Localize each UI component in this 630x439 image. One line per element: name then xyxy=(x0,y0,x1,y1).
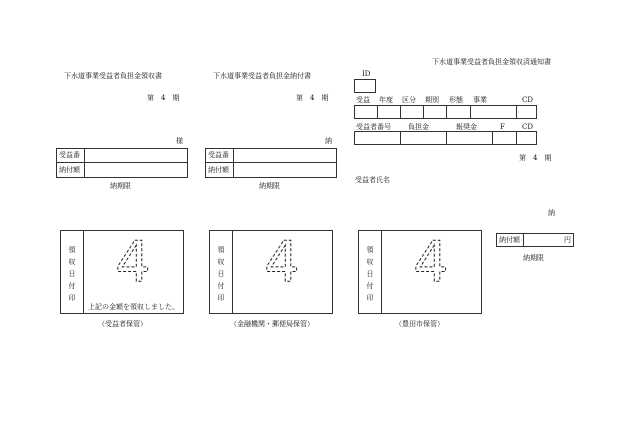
receipt-stamp-side xyxy=(61,231,84,313)
receipt-row-label-2: 納付額 xyxy=(59,166,80,174)
receipt-title: 下水道事業受益者負担金領収書 xyxy=(64,72,162,80)
stamp-char: 印 xyxy=(217,294,225,302)
receipt-honorific: 様 xyxy=(176,137,183,145)
receipt-caption: （受益者保管） xyxy=(98,320,147,328)
stamp-char: 領 xyxy=(68,246,76,254)
receipt-due-label: 納期限 xyxy=(110,182,131,190)
notice-payer-label: 受益者氏名 xyxy=(355,176,390,184)
notice-rowa-label: CD xyxy=(522,96,533,104)
notice-stamp-side xyxy=(359,231,382,313)
stamp-char: 付 xyxy=(366,282,374,290)
receipt-period: 第 4 期 xyxy=(147,94,180,102)
notice-rowa-label: 事業 xyxy=(473,96,487,104)
notice-rowa-label: 年度 xyxy=(379,96,393,104)
stamp-char: 収 xyxy=(217,258,225,266)
stamp-char: 日 xyxy=(68,270,76,278)
receipt-period-digit xyxy=(101,235,165,285)
notice-honorific: 納 xyxy=(548,209,555,217)
payment-row-label-1: 受益番 xyxy=(208,151,229,159)
svg-text:4: 4 xyxy=(115,235,151,285)
payment-caption: （金融機関・郵便局保管） xyxy=(230,320,314,328)
notice-rowb-label: 負担金 xyxy=(408,123,429,131)
notice-period: 第 4 期 xyxy=(519,154,552,162)
notice-rowa-label: 区分 xyxy=(402,96,416,104)
stamp-char: 収 xyxy=(68,258,76,266)
notice-rowb-label: F xyxy=(500,123,505,131)
payment-honorific: 納 xyxy=(325,137,332,145)
notice-title: 下水道事業受益者負担金領収済通知書 xyxy=(432,58,551,66)
receipt-received-note: 上記の金額を領収しました。 xyxy=(88,303,179,311)
stamp-char: 日 xyxy=(217,270,225,278)
notice-rowa-label: 期別 xyxy=(425,96,439,104)
notice-rowb-label: 受益者番号 xyxy=(356,123,391,131)
svg-text:4: 4 xyxy=(264,235,300,285)
payment-row-label-2: 納付額 xyxy=(208,166,229,174)
notice-id-label: ID xyxy=(362,70,371,78)
notice-period-digit xyxy=(399,235,463,285)
notice-id-field xyxy=(354,79,376,93)
notice-caption: （豊田市保管） xyxy=(395,320,444,328)
stamp-char: 日 xyxy=(366,270,374,278)
notice-amount-label: 納付額 xyxy=(499,236,520,244)
payment-due-label: 納期限 xyxy=(259,182,280,190)
stamp-char: 領 xyxy=(366,246,374,254)
stamp-char: 印 xyxy=(68,294,76,302)
notice-stamp-box xyxy=(358,230,482,314)
stamp-char: 領 xyxy=(217,246,225,254)
receipt-row-label-1: 受益番 xyxy=(59,151,80,159)
notice-rowa-label: 形態 xyxy=(449,96,463,104)
notice-rowb-label: 報奨金 xyxy=(456,123,477,131)
notice-due-label: 納期限 xyxy=(523,254,544,262)
payment-period: 第 4 期 xyxy=(296,94,329,102)
stamp-char: 収 xyxy=(366,258,374,266)
stamp-char: 付 xyxy=(217,282,225,290)
payment-stamp-side xyxy=(210,231,233,313)
stamp-char: 付 xyxy=(68,282,76,290)
notice-rowa-label: 受益 xyxy=(356,96,370,104)
notice-amount-unit: 円 xyxy=(564,236,571,244)
svg-text:4: 4 xyxy=(413,235,449,285)
payment-title: 下水道事業受益者負担金納付書 xyxy=(213,72,311,80)
receipt-stamp-box xyxy=(60,230,184,314)
notice-rowb-label: CD xyxy=(522,123,533,131)
stamp-char: 印 xyxy=(366,294,374,302)
payment-stamp-box xyxy=(209,230,333,314)
payment-period-digit xyxy=(250,235,314,285)
